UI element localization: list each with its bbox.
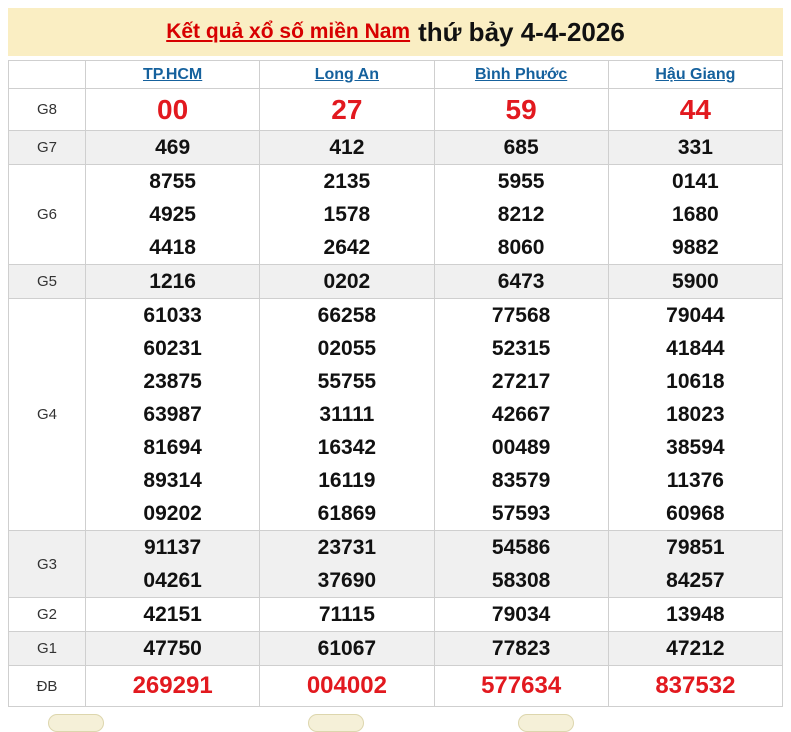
result-number: 11376 bbox=[666, 469, 724, 492]
prize-label: G7 bbox=[9, 131, 86, 165]
result-number: 42667 bbox=[491, 403, 551, 426]
result-number: 38594 bbox=[666, 436, 725, 459]
result-cell bbox=[608, 598, 782, 632]
prize-row-G4 bbox=[9, 299, 783, 531]
result-cell bbox=[608, 89, 782, 131]
result-number: 61033 bbox=[143, 304, 202, 327]
result-cell bbox=[260, 598, 434, 632]
result-number: 04261 bbox=[143, 569, 202, 592]
result-number: 5955 bbox=[497, 170, 545, 193]
result-number: 1680 bbox=[672, 203, 719, 226]
result-number: 91137 bbox=[144, 536, 202, 559]
result-number: 00 bbox=[157, 94, 189, 125]
result-cell bbox=[608, 666, 782, 707]
result-number: 54586 bbox=[491, 536, 551, 559]
results-body bbox=[9, 89, 783, 707]
prize-label: G1 bbox=[9, 632, 86, 666]
result-cell bbox=[434, 131, 608, 165]
result-cell bbox=[608, 131, 782, 165]
result-cell bbox=[86, 165, 260, 265]
cutoff-button-2[interactable] bbox=[308, 714, 364, 732]
result-number: 1578 bbox=[323, 203, 371, 226]
column-link-binh-phuoc[interactable]: Bình Phước bbox=[474, 65, 568, 83]
result-number: 9882 bbox=[672, 236, 719, 259]
result-number: 44 bbox=[679, 94, 711, 125]
column-link-hau-giang[interactable]: Hậu Giang bbox=[655, 65, 736, 83]
result-number: 47212 bbox=[666, 637, 725, 660]
result-number: 269291 bbox=[132, 672, 213, 699]
column-link-long-an[interactable]: Long An bbox=[314, 65, 380, 83]
result-number: 31111 bbox=[319, 403, 375, 426]
result-cell bbox=[260, 531, 434, 598]
result-cell bbox=[86, 598, 260, 632]
result-number: 58308 bbox=[491, 569, 551, 592]
result-cell bbox=[260, 265, 434, 299]
result-number: 79851 bbox=[666, 536, 725, 559]
result-cell bbox=[260, 632, 434, 666]
result-number: 71115 bbox=[318, 603, 375, 626]
draw-date-text: thứ bảy 4-4-2026 bbox=[418, 16, 625, 47]
prize-label: G8 bbox=[9, 89, 86, 131]
prize-label: G6 bbox=[9, 165, 86, 265]
result-cell bbox=[434, 531, 608, 598]
result-cell bbox=[86, 666, 260, 707]
cutoff-button-3[interactable] bbox=[518, 714, 574, 732]
result-number: 5900 bbox=[672, 270, 719, 293]
result-cell bbox=[434, 299, 608, 531]
results-table bbox=[8, 60, 783, 707]
prize-row-G3 bbox=[9, 531, 783, 598]
prize-row-G5 bbox=[9, 265, 783, 299]
result-cell bbox=[434, 598, 608, 632]
result-cell bbox=[434, 265, 608, 299]
prize-label: G4 bbox=[9, 299, 86, 531]
result-number: 60968 bbox=[666, 502, 725, 525]
result-number: 469 bbox=[155, 136, 191, 159]
page-header bbox=[8, 8, 783, 56]
result-number: 0141 bbox=[672, 170, 719, 193]
result-cell bbox=[86, 531, 260, 598]
region-title-link[interactable]: Kết quả xổ số miền Nam bbox=[166, 20, 411, 43]
result-number: 37690 bbox=[317, 569, 377, 592]
result-number: 60231 bbox=[143, 337, 202, 360]
result-cell bbox=[260, 666, 434, 707]
result-cell bbox=[608, 632, 782, 666]
result-number: 331 bbox=[677, 136, 713, 159]
result-cell bbox=[434, 632, 608, 666]
result-number: 77823 bbox=[491, 637, 551, 660]
result-number: 63987 bbox=[143, 403, 202, 426]
result-number: 16119 bbox=[318, 469, 376, 492]
result-number: 2642 bbox=[323, 236, 371, 259]
result-number: 61869 bbox=[317, 502, 377, 525]
result-cell bbox=[434, 89, 608, 131]
result-cell bbox=[260, 89, 434, 131]
result-cell bbox=[260, 131, 434, 165]
results-table-header bbox=[9, 61, 783, 89]
result-cell bbox=[86, 299, 260, 531]
result-cell bbox=[608, 265, 782, 299]
result-number: 4418 bbox=[149, 236, 196, 259]
result-number: 0202 bbox=[323, 270, 371, 293]
result-number: 8755 bbox=[149, 170, 196, 193]
result-number: 66258 bbox=[317, 304, 377, 327]
result-number: 02055 bbox=[317, 337, 377, 360]
prize-row-ĐB bbox=[9, 666, 783, 707]
prize-label: G2 bbox=[9, 598, 86, 632]
prize-row-G2 bbox=[9, 598, 783, 632]
result-number: 52315 bbox=[491, 337, 551, 360]
prize-row-G7 bbox=[9, 131, 783, 165]
result-number: 59 bbox=[505, 94, 537, 125]
result-number: 16342 bbox=[317, 436, 377, 459]
result-cell bbox=[86, 131, 260, 165]
prize-column-header bbox=[9, 61, 86, 89]
cutoff-buttons-row bbox=[0, 714, 791, 722]
result-number: 1216 bbox=[149, 270, 196, 293]
result-number: 2135 bbox=[323, 170, 371, 193]
prize-label: G5 bbox=[9, 265, 86, 299]
result-cell bbox=[608, 531, 782, 598]
result-number: 685 bbox=[503, 136, 539, 159]
result-number: 57593 bbox=[491, 502, 551, 525]
result-cell bbox=[608, 165, 782, 265]
result-number: 27 bbox=[331, 94, 363, 125]
result-cell bbox=[260, 165, 434, 265]
result-number: 6473 bbox=[497, 270, 545, 293]
result-number: 41844 bbox=[666, 337, 725, 360]
result-number: 18023 bbox=[666, 403, 725, 426]
result-number: 27217 bbox=[491, 370, 551, 393]
result-number: 79044 bbox=[666, 304, 725, 327]
result-number: 577634 bbox=[481, 672, 562, 699]
prize-row-G8 bbox=[9, 89, 783, 131]
result-number: 09202 bbox=[143, 502, 202, 525]
lottery-results-page bbox=[0, 8, 791, 722]
column-link-tphcm[interactable]: TP.HCM bbox=[142, 65, 203, 83]
result-number: 412 bbox=[329, 136, 365, 159]
result-number: 837532 bbox=[655, 672, 736, 699]
result-number: 84257 bbox=[666, 569, 725, 592]
result-number: 8060 bbox=[497, 236, 545, 259]
result-number: 83579 bbox=[491, 469, 551, 492]
result-number: 4925 bbox=[149, 203, 196, 226]
result-cell bbox=[434, 165, 608, 265]
result-cell bbox=[86, 632, 260, 666]
result-cell bbox=[434, 666, 608, 707]
cutoff-button-1[interactable] bbox=[48, 714, 104, 732]
result-number: 77568 bbox=[491, 304, 551, 327]
result-number: 79034 bbox=[491, 603, 551, 626]
result-number: 55755 bbox=[317, 370, 377, 393]
result-number: 23731 bbox=[317, 536, 377, 559]
prize-label: G3 bbox=[9, 531, 86, 598]
result-number: 81694 bbox=[143, 436, 202, 459]
result-number: 42151 bbox=[143, 603, 202, 626]
result-cell bbox=[608, 299, 782, 531]
result-cell bbox=[86, 265, 260, 299]
result-number: 47750 bbox=[143, 637, 202, 660]
result-number: 10618 bbox=[666, 370, 725, 393]
result-number: 00489 bbox=[491, 436, 551, 459]
prize-label: ĐB bbox=[9, 666, 86, 707]
result-number: 8212 bbox=[497, 203, 545, 226]
result-number: 89314 bbox=[143, 469, 202, 492]
result-number: 004002 bbox=[306, 672, 387, 699]
result-cell bbox=[260, 299, 434, 531]
result-cell bbox=[86, 89, 260, 131]
prize-row-G1 bbox=[9, 632, 783, 666]
result-number: 61067 bbox=[317, 637, 377, 660]
prize-row-G6 bbox=[9, 165, 783, 265]
result-number: 23875 bbox=[143, 370, 202, 393]
result-number: 13948 bbox=[666, 603, 725, 626]
